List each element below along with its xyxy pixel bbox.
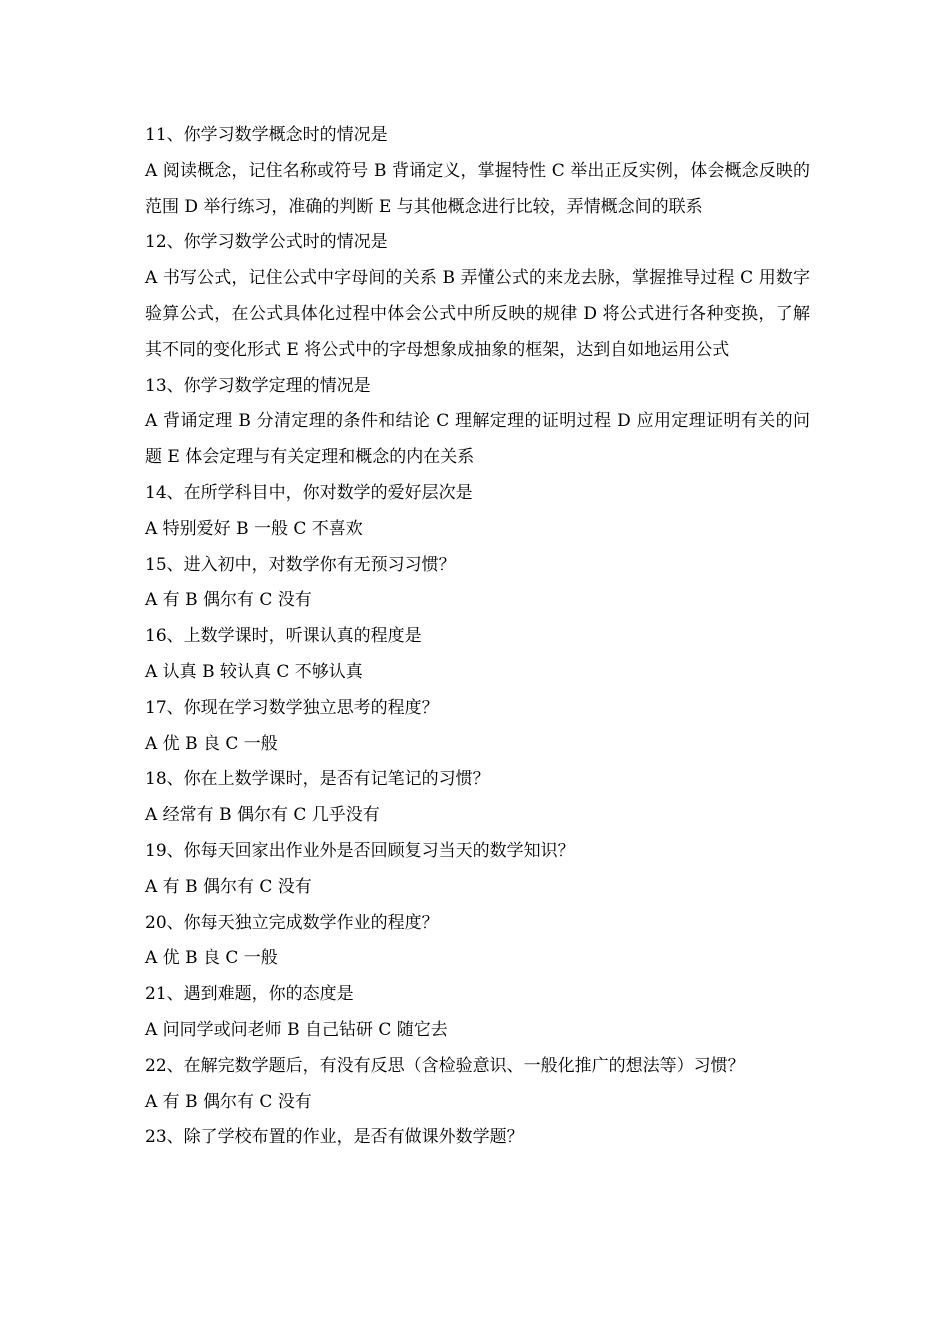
- answer-options-11: A 阅读概念，记住名称或符号 B 背诵定义，掌握特性 C 举出正反实例，体会概念反映的范围 D 举行练习，准确的判断 E 与其他概念进行比较，弄情概念间的联系: [145, 160, 810, 217]
- answer-options-22: A 有 B 偶尔有 C 没有: [145, 1091, 312, 1112]
- question-22: 22、在解完数学题后，有没有反思（含检验意识、一般化推广的想法等）习惯？: [145, 1055, 745, 1076]
- question-19: 19、你每天回家出作业外是否回顾复习当天的数学知识？: [145, 840, 575, 861]
- answer-options-20: A 优 B 良 C 一般: [145, 948, 278, 969]
- questionnaire-body: [145, 118, 810, 1156]
- answer-options-16: A 认真 B 较认真 C 不够认真: [145, 661, 363, 682]
- question-13: 13、你学习数学定理的情况是: [145, 375, 371, 396]
- answer-options-21: A 问同学或问老师 B 自己钻研 C 随它去: [145, 1019, 448, 1040]
- answer-options-17: A 优 B 良 C 一般: [145, 733, 278, 754]
- question-11: 11、你学习数学概念时的情况是: [145, 125, 388, 145]
- question-20: 20、你每天独立完成数学作业的程度？: [145, 912, 439, 933]
- question-18: 18、你在上数学课时，是否有记笔记的习惯？: [145, 769, 490, 790]
- answer-options-19: A 有 B 偶尔有 C 没有: [145, 876, 312, 897]
- question-15: 15、进入初中，对数学你有无预习习惯？: [145, 554, 456, 575]
- answer-options-15: A 有 B 偶尔有 C 没有: [145, 590, 312, 611]
- question-14: 14、在所学科目中，你对数学的爱好层次是: [145, 482, 473, 503]
- question-16: 16、上数学课时，听课认真的程度是: [145, 626, 422, 647]
- question-12: 12、你学习数学公式时的情况是: [145, 232, 388, 253]
- answer-options-18: A 经常有 B 偶尔有 C 几乎没有: [145, 805, 380, 826]
- answer-options-13: A 背诵定理 B 分清定理的条件和结论 C 理解定理的证明过程 D 应用定理证明有关的问题 E 体会定理与有关定理和概念的内在关系: [145, 411, 810, 468]
- question-23: 23、除了学校布置的作业，是否有做课外数学题？: [145, 1127, 524, 1148]
- question-17: 17、你现在学习数学独立思考的程度？: [145, 697, 439, 718]
- answer-options-14: A 特别爱好 B 一般 C 不喜欢: [145, 518, 363, 539]
- answer-options-12: A 书写公式，记住公式中字母间的关系 B 弄懂公式的来龙去脉，掌握推导过程 C 用数字验算公式，在公式具体化过程中体会公式中所反映的规律 D 将公式进行各种变换，了解其不同的变化形式 E 将公式中的字母想象成抽象的框架，达到自如地运用公式: [145, 268, 810, 360]
- question-21: 21、遇到难题，你的态度是: [145, 984, 354, 1005]
